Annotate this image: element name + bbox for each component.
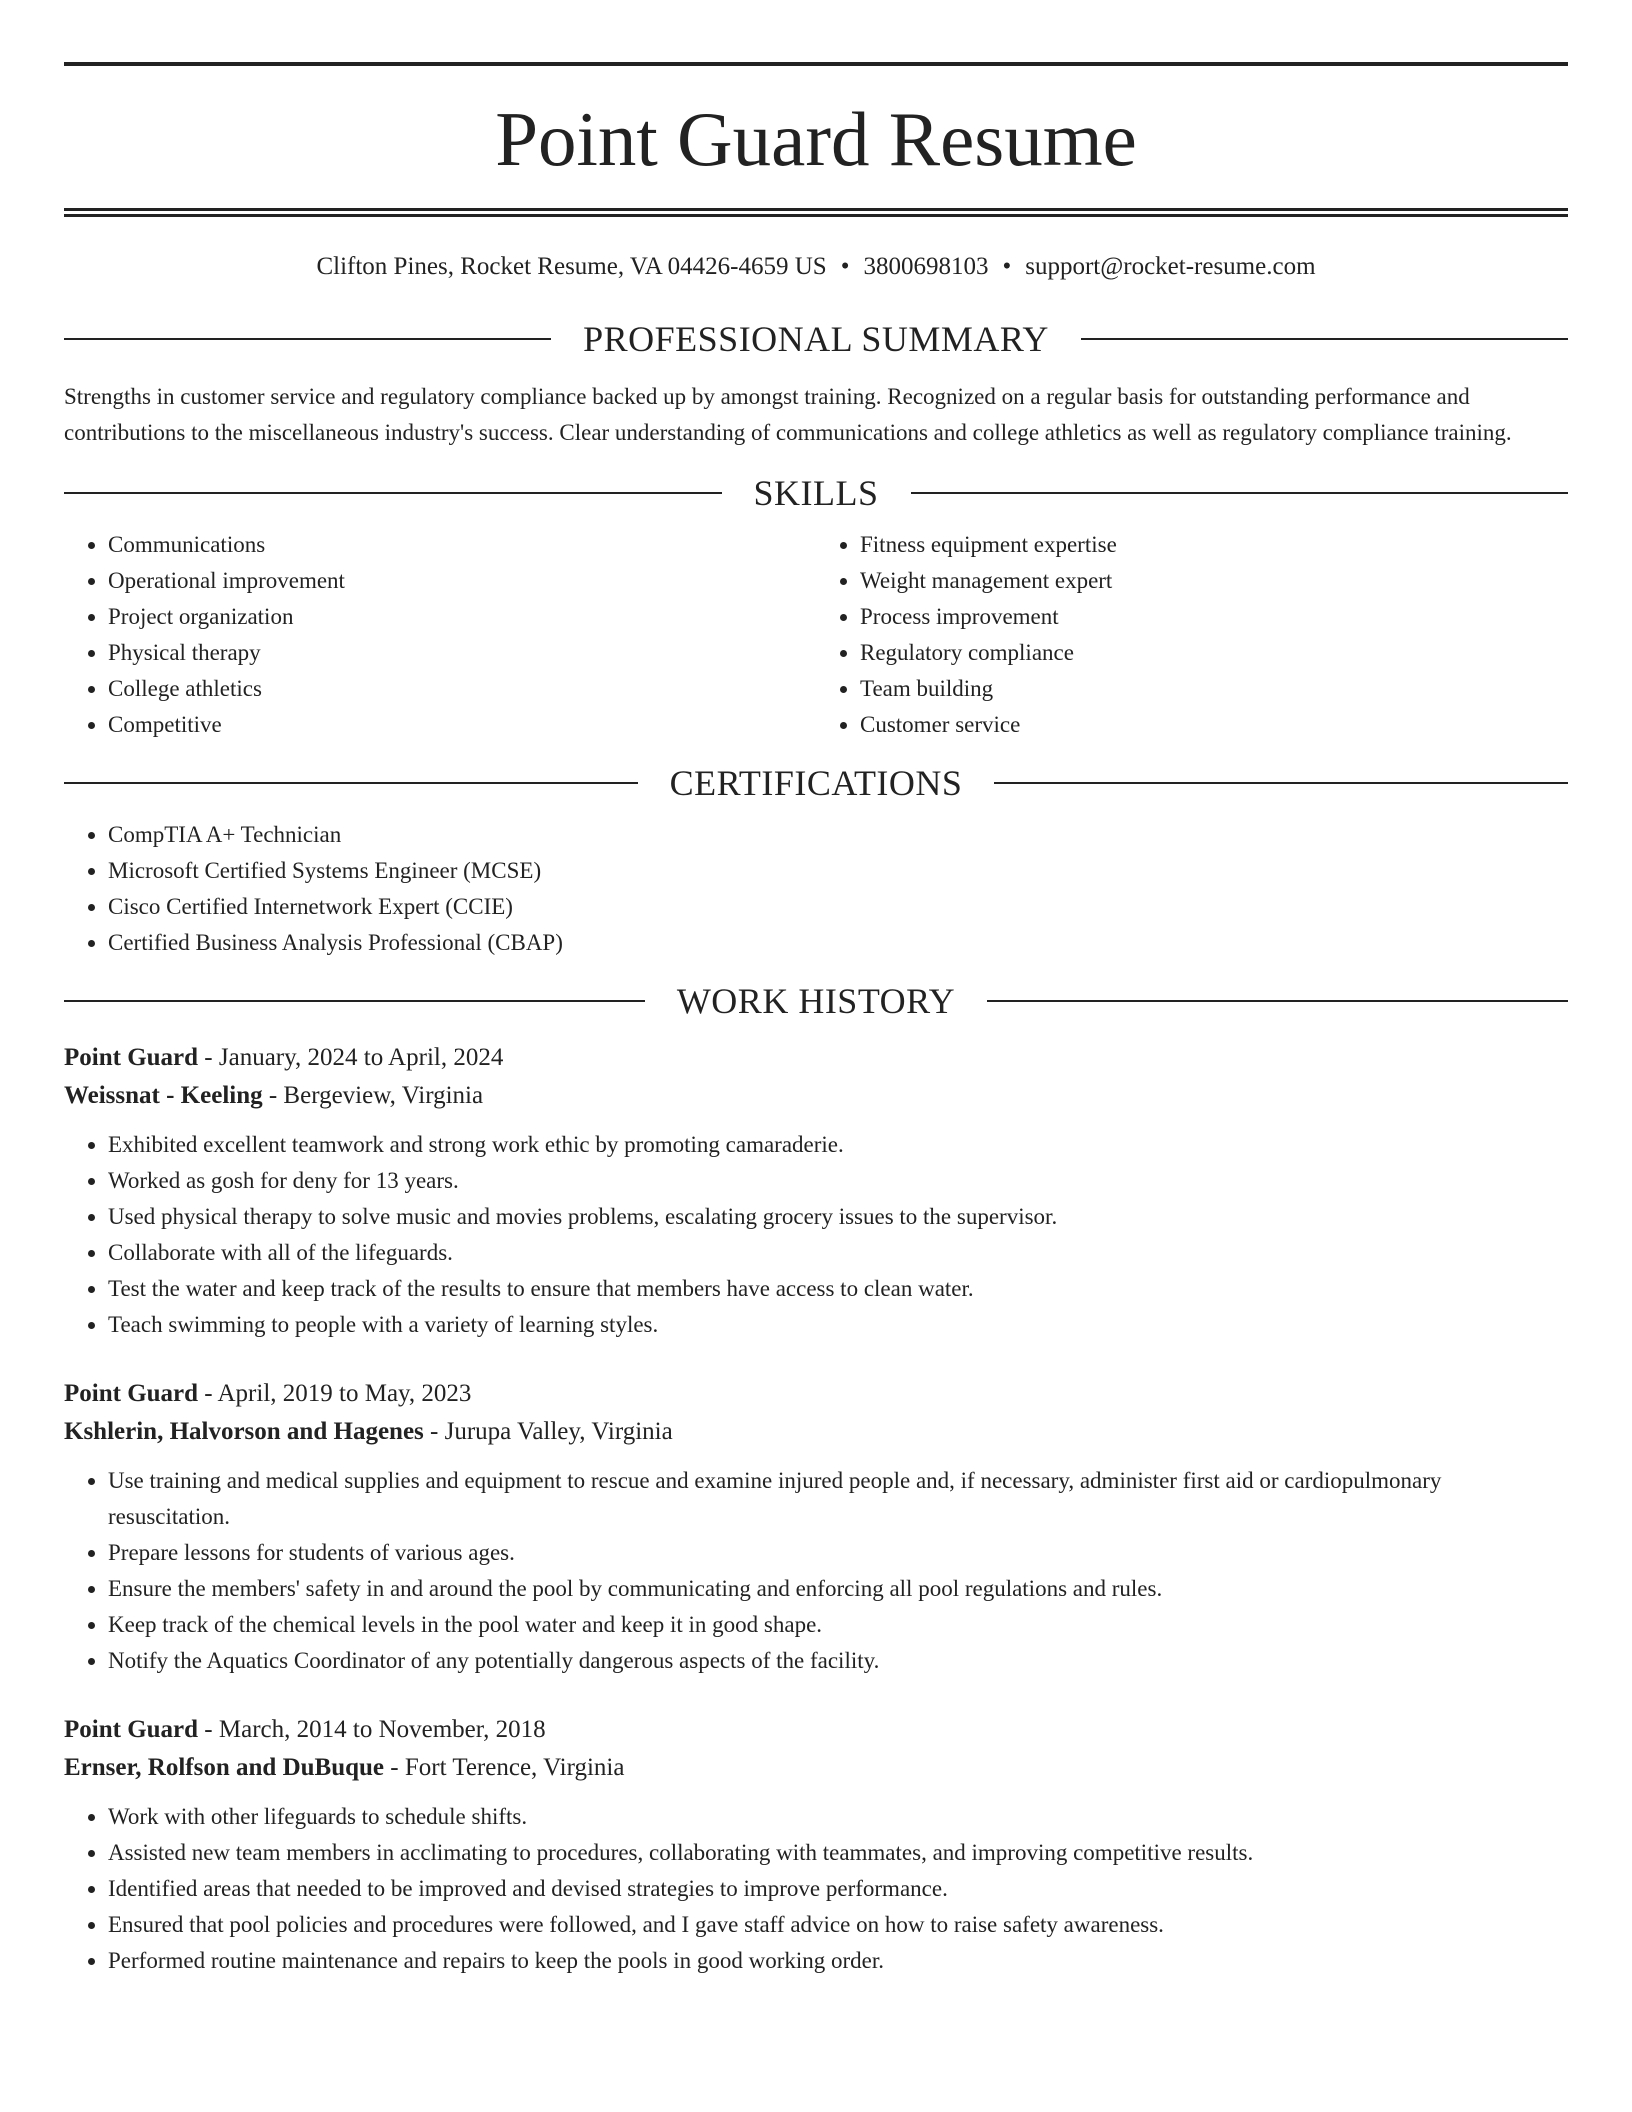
skill-item: • Physical therapy <box>108 635 816 671</box>
job-bullet: • Assisted new team members in acclimating to procedures, collaborating with teammates, and improving competitive results. <box>108 1835 1568 1871</box>
section-rule <box>911 492 1569 494</box>
skill-item: • Fitness equipment expertise <box>860 527 1568 563</box>
section-rule <box>64 338 551 340</box>
contact-line <box>64 253 1568 281</box>
certifications-list <box>64 817 1568 961</box>
skill-item: • Team building <box>860 671 1568 707</box>
job-role: Point Guard <box>64 1716 199 1743</box>
skill-item: • Weight management expert <box>860 563 1568 599</box>
skill-item: • Project organization <box>108 599 816 635</box>
contact-email: support@rocket-resume.com <box>1025 253 1316 280</box>
job-bullet: • Collaborate with all of the lifeguards. <box>108 1235 1568 1271</box>
job-role: Point Guard <box>64 1044 199 1071</box>
job-bullet: • Prepare lessons for students of various ages. <box>108 1535 1568 1571</box>
job-company-line <box>64 1077 1568 1115</box>
certification-item: • Microsoft Certified Systems Engineer (MCSE) <box>108 853 1568 889</box>
job-company: Kshlerin, Halvorson and Hagenes <box>64 1418 424 1445</box>
job-bullet: • Performed routine maintenance and repairs to keep the pools in good working order. <box>108 1943 1568 1979</box>
section-title-certifications: CERTIFICATIONS <box>669 763 963 803</box>
job-bullet: • Work with other lifeguards to schedule shifts. <box>108 1799 1568 1835</box>
section-title-summary: PROFESSIONAL SUMMARY <box>583 319 1049 359</box>
job-location: - Fort Terence, Virginia <box>384 1754 625 1781</box>
section-header-certifications <box>64 765 1568 801</box>
job-company: Ernser, Rolfson and DuBuque <box>64 1754 385 1781</box>
job-company: Weissnat - Keeling <box>64 1082 263 1109</box>
title-double-rule <box>64 208 1568 217</box>
job-bullet: • Notify the Aquatics Coordinator of any potentially dangerous aspects of the facility. <box>108 1643 1568 1679</box>
section-header-summary <box>64 321 1568 357</box>
job-bullet: • Test the water and keep track of the results to ensure that members have access to clean water. <box>108 1271 1568 1307</box>
job-bullet: • Ensured that pool policies and procedures were followed, and I gave staff advice on how to raise safety awareness. <box>108 1907 1568 1943</box>
contact-address: Clifton Pines, Rocket Resume, VA 04426-4659 US <box>316 253 827 280</box>
top-rule <box>64 62 1568 66</box>
job-bullets <box>64 1463 1568 1679</box>
job-bullet: • Use training and medical supplies and equipment to rescue and examine injured people and, if necessary, administer first aid or cardiopulmonary resuscitation. <box>108 1463 1568 1535</box>
job-bullet: • Worked as gosh for deny for 13 years. <box>108 1163 1568 1199</box>
section-rule <box>64 782 638 784</box>
job-bullet: • Used physical therapy to solve music and movies problems, escalating grocery issues to the supervisor. <box>108 1199 1568 1235</box>
job-bullets <box>64 1127 1568 1343</box>
job-entry <box>64 1711 1568 1979</box>
skill-item: • Process improvement <box>860 599 1568 635</box>
section-rule <box>994 782 1568 784</box>
job-dates: - January, 2024 to April, 2024 <box>198 1044 504 1071</box>
job-bullet: • Ensure the members' safety in and around the pool by communicating and enforcing all pool regulations and rules. <box>108 1571 1568 1607</box>
section-rule <box>64 1000 645 1002</box>
job-company-line <box>64 1749 1568 1787</box>
summary-text: Strengths in customer service and regulatory compliance backed up by amongst training. Recognized on a regular basis for outstanding performance and contributions to the miscellaneous industry's success. Clear understanding of communications and college athletics as well as regulatory compliance training. <box>64 384 1512 445</box>
resume-title: Point Guard Resume <box>495 96 1137 182</box>
section-rule <box>1081 338 1568 340</box>
skills-list <box>64 527 1568 743</box>
job-title-line <box>64 1711 1568 1749</box>
job-location: - Jurupa Valley, Virginia <box>423 1418 673 1445</box>
job-company-line <box>64 1413 1568 1451</box>
contact-separator: • <box>840 253 850 280</box>
certification-item: • CompTIA A+ Technician <box>108 817 1568 853</box>
job-bullet: • Identified areas that needed to be improved and devised strategies to improve performance. <box>108 1871 1568 1907</box>
job-bullet: • Keep track of the chemical levels in the pool water and keep it in good shape. <box>108 1607 1568 1643</box>
job-title-line <box>64 1039 1568 1077</box>
resume-page <box>64 0 1568 1979</box>
contact-phone: 3800698103 <box>863 253 989 280</box>
job-entry <box>64 1375 1568 1679</box>
job-entry <box>64 1039 1568 1343</box>
skill-item: • Operational improvement <box>108 563 816 599</box>
job-bullets <box>64 1799 1568 1979</box>
section-title-skills: SKILLS <box>753 473 879 513</box>
job-dates: - March, 2014 to November, 2018 <box>198 1716 546 1743</box>
job-title-line <box>64 1375 1568 1413</box>
skill-item: • Customer service <box>860 707 1568 743</box>
contact-separator: • <box>1002 253 1012 280</box>
section-header-skills <box>64 475 1568 511</box>
skill-item: • Competitive <box>108 707 816 743</box>
skill-item: • Regulatory compliance <box>860 635 1568 671</box>
certification-item: • Certified Business Analysis Professional (CBAP) <box>108 925 1568 961</box>
job-role: Point Guard <box>64 1380 199 1407</box>
skills-column-left <box>64 527 816 743</box>
job-bullet: • Teach swimming to people with a variety of learning styles. <box>108 1307 1568 1343</box>
section-rule <box>987 1000 1568 1002</box>
section-title-work: WORK HISTORY <box>676 981 956 1021</box>
skills-column-right <box>816 527 1568 743</box>
skill-item: • College athletics <box>108 671 816 707</box>
certification-item: • Cisco Certified Internetwork Expert (CCIE) <box>108 889 1568 925</box>
job-location: - Bergeview, Virginia <box>262 1082 484 1109</box>
section-header-work <box>64 983 1568 1019</box>
section-rule <box>64 492 722 494</box>
job-dates: - April, 2019 to May, 2023 <box>198 1380 472 1407</box>
job-bullet: • Exhibited excellent teamwork and strong work ethic by promoting camaraderie. <box>108 1127 1568 1163</box>
skill-item: • Communications <box>108 527 816 563</box>
